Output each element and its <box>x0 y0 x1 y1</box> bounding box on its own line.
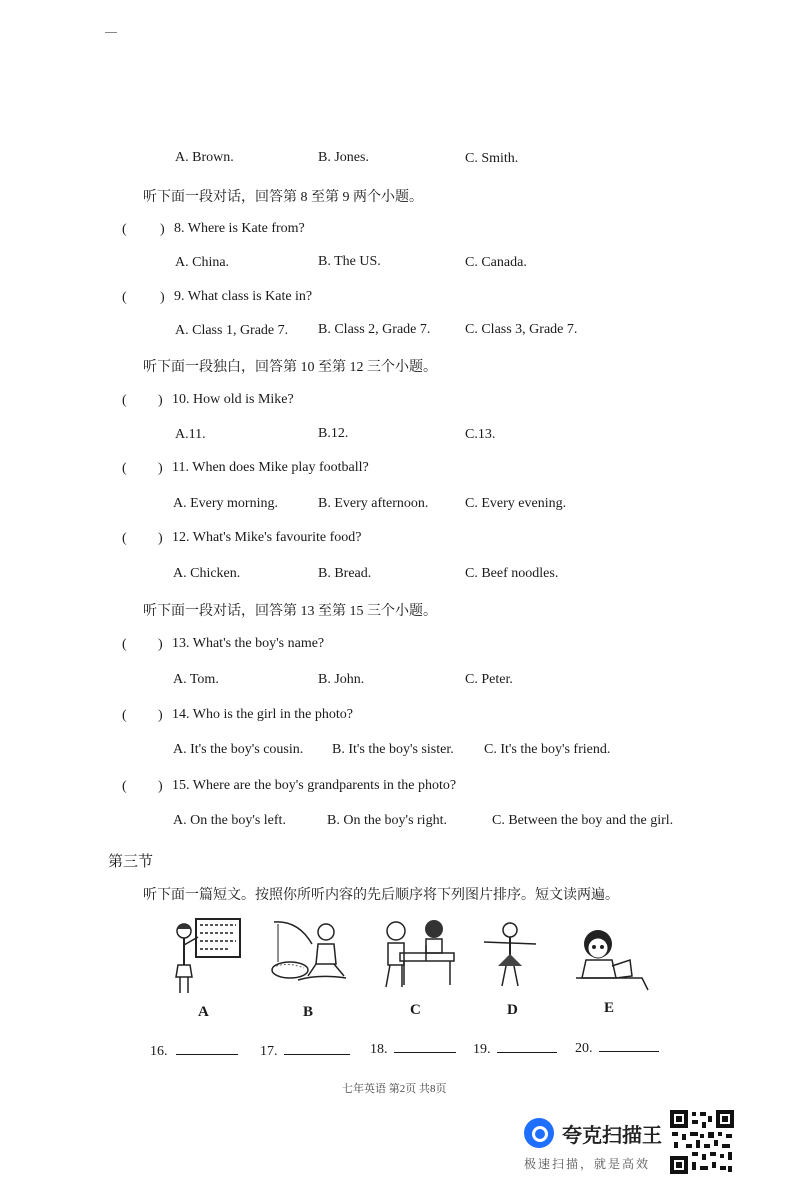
picture-c-ping-pong-icon <box>378 915 458 993</box>
answer-blank-20-line[interactable] <box>599 1051 659 1052</box>
section-3-instruction: 听下面一篇短文。按照你所听内容的先后顺序将下列图片排序。短文读两遍。 <box>143 888 619 903</box>
answer-blank-16-line[interactable] <box>176 1054 238 1055</box>
scanner-brand-slogan: 极速扫描，就是高效 <box>524 1157 651 1171</box>
q11-option-b: B. Every afternoon. <box>318 496 429 511</box>
q9-paren-close: ) <box>160 290 165 305</box>
q13-paren-open: ( <box>122 637 127 652</box>
answer-blank-16-number: 16. <box>150 1044 168 1059</box>
q12-paren-open: ( <box>122 531 127 546</box>
answer-blank-20[interactable] <box>575 1039 659 1057</box>
scanner-brand-name: 夸克扫描王 <box>562 1123 662 1147</box>
q9-option-b: B. Class 2, Grade 7. <box>318 322 431 337</box>
q11-question: 11. When does Mike play football? <box>172 460 369 475</box>
q13-option-a: A. Tom. <box>173 672 219 687</box>
picture-label-b: B <box>303 1004 314 1020</box>
q15-option-a: A. On the boy's left. <box>173 813 286 828</box>
q11-paren-open: ( <box>122 461 127 476</box>
picture-e-reading-icon <box>572 926 652 992</box>
q12-question: 12. What's Mike's favourite food? <box>172 530 362 545</box>
q8-question: 8. Where is Kate from? <box>174 221 305 236</box>
q12-option-b: B. Bread. <box>318 566 372 581</box>
q14-paren-close: ) <box>158 708 163 723</box>
q15-paren-close: ) <box>158 779 163 794</box>
q10-option-c: C.13. <box>465 427 496 442</box>
scanner-logo-icon <box>524 1118 554 1148</box>
q8-paren-open: ( <box>122 222 127 237</box>
q11-option-c: C. Every evening. <box>465 496 567 511</box>
instruction-10-12: 听下面一段独白，回答第 10 至第 12 三个小题。 <box>143 360 437 375</box>
q14-option-c: C. It's the boy's friend. <box>484 742 611 757</box>
answer-blank-19[interactable] <box>473 1040 557 1058</box>
q15-paren-open: ( <box>122 779 127 794</box>
answer-blank-19-number: 19. <box>473 1042 491 1057</box>
instruction-8-9: 听下面一段对话，回答第 8 至第 9 两个小题。 <box>143 190 423 205</box>
q10-option-b: B.12. <box>318 426 349 441</box>
answer-blank-18[interactable] <box>370 1040 456 1058</box>
q15-option-c: C. Between the boy and the girl. <box>492 813 674 828</box>
q10-question: 10. How old is Mike? <box>172 392 294 407</box>
picture-a-teacher-icon <box>170 915 250 997</box>
q8-paren-close: ) <box>160 222 165 237</box>
q10-paren-open: ( <box>122 393 127 408</box>
q13-option-b: B. John. <box>318 672 365 687</box>
q14-question: 14. Who is the girl in the photo? <box>172 707 353 722</box>
answer-blank-20-number: 20. <box>575 1041 593 1056</box>
top-mark <box>105 32 117 33</box>
answer-blank-19-line[interactable] <box>497 1052 557 1053</box>
q13-option-c: C. Peter. <box>465 672 513 687</box>
answer-blank-17[interactable] <box>260 1042 350 1060</box>
q13-question: 13. What's the boy's name? <box>172 636 325 651</box>
q15-question: 15. Where are the boy's grandparents in the photo? <box>172 778 457 793</box>
picture-label-d: D <box>507 1002 518 1018</box>
q8-option-a: A. China. <box>175 255 230 270</box>
answer-blank-16[interactable] <box>150 1042 238 1060</box>
picture-d-dancing-icon <box>480 920 540 992</box>
q10-option-a: A.11. <box>175 427 206 442</box>
q14-option-b: B. It's the boy's sister. <box>332 742 454 757</box>
q11-option-a: A. Every morning. <box>173 496 278 511</box>
q9-option-c: C. Class 3, Grade 7. <box>465 322 578 337</box>
q7-option-b: B. Jones. <box>318 150 369 165</box>
q12-option-c: C. Beef noodles. <box>465 566 559 581</box>
instruction-13-15: 听下面一段对话，回答第 13 至第 15 三个小题。 <box>143 604 437 619</box>
q10-paren-close: ) <box>158 393 163 408</box>
picture-label-c: C <box>410 1002 421 1018</box>
q14-paren-open: ( <box>122 708 127 723</box>
q8-option-b: B. The US. <box>318 254 381 269</box>
picture-label-e: E <box>604 1000 615 1016</box>
picture-label-a: A <box>198 1004 209 1020</box>
page-footer: 七年英语 第2页 共8页 <box>342 1083 447 1095</box>
answer-blank-18-line[interactable] <box>394 1052 456 1053</box>
q9-question: 9. What class is Kate in? <box>174 289 313 304</box>
q13-paren-close: ) <box>158 637 163 652</box>
q14-option-a: A. It's the boy's cousin. <box>173 742 304 757</box>
answer-blank-17-line[interactable] <box>284 1054 350 1055</box>
q12-paren-close: ) <box>158 531 163 546</box>
answer-blank-17-number: 17. <box>260 1044 278 1059</box>
q8-option-c: C. Canada. <box>465 255 527 270</box>
q7-option-c: C. Smith. <box>465 151 519 166</box>
answer-blank-18-number: 18. <box>370 1042 388 1057</box>
picture-b-fishing-icon <box>268 918 352 988</box>
q11-paren-close: ) <box>158 461 163 476</box>
section-3-title: 第三节 <box>108 854 154 870</box>
q9-paren-open: ( <box>122 290 127 305</box>
q12-option-a: A. Chicken. <box>173 566 241 581</box>
q7-option-a: A. Brown. <box>175 150 234 165</box>
qr-code-icon <box>670 1110 734 1174</box>
q15-option-b: B. On the boy's right. <box>327 813 447 828</box>
q9-option-a: A. Class 1, Grade 7. <box>175 323 289 338</box>
